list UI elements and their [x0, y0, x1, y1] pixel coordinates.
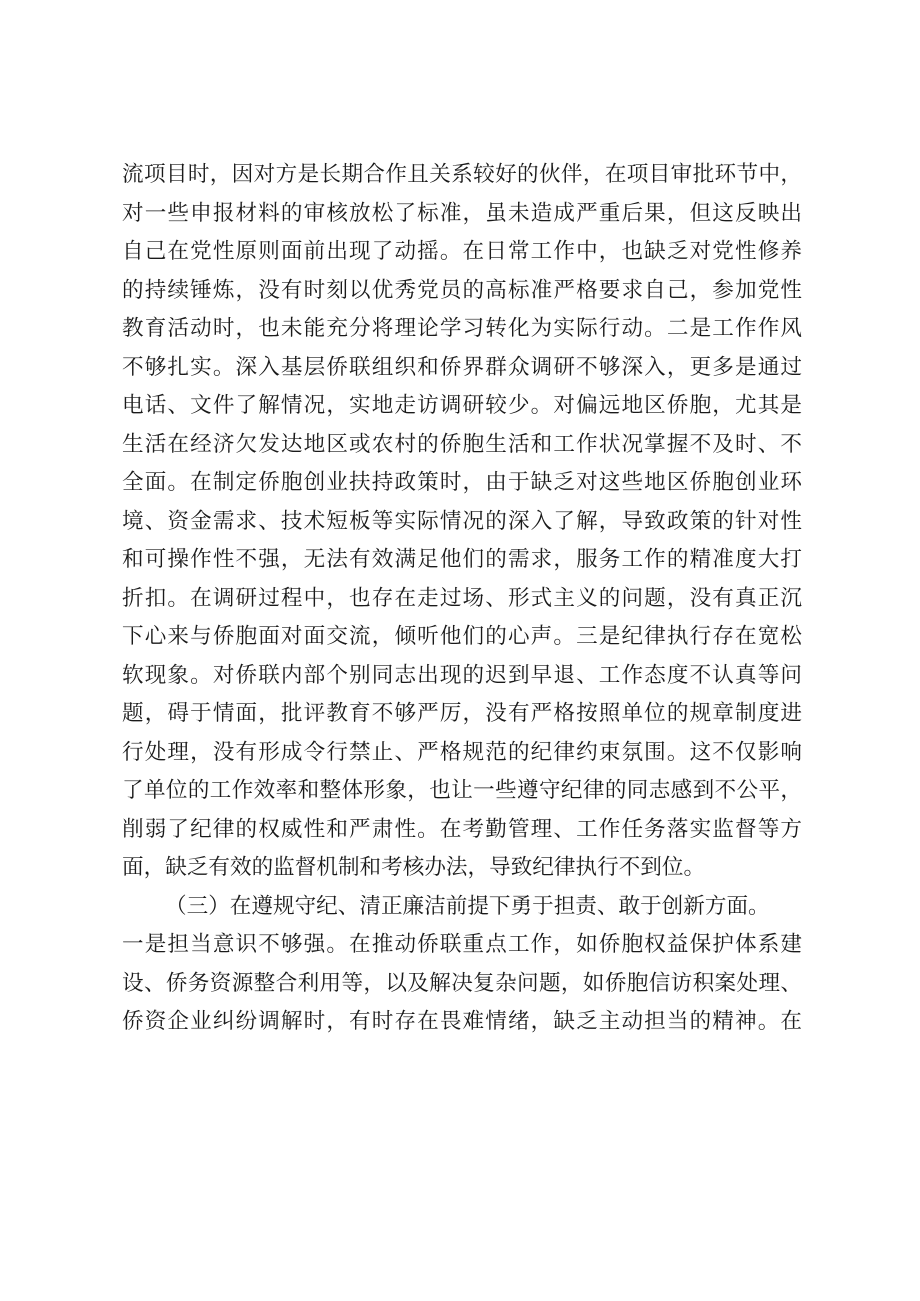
text-line: 题，碍于情面，批评教育不够严厉，没有严格按照单位的规章制度进 [122, 701, 802, 726]
text-line: 了单位的工作效率和整体形象，也让一些遵守纪律的同志感到不公平， [122, 778, 802, 803]
text-line: 电话、文件了解情况，实地走访调研较少。对偏远地区侨胞，尤其是 [122, 393, 802, 418]
text-line: 的持续锤炼，没有时刻以优秀党员的高标准严格要求自己，参加党性 [122, 277, 802, 303]
text-line: 削弱了纪律的权威性和严肃性。在考勤管理、工作任务落实监督等方 [122, 816, 802, 842]
text-line: 境、资金需求、技术短板等实际情况的深入了解，导致政策的针对性 [122, 508, 802, 534]
text-line: 不够扎实。深入基层侨联组织和侨界群众调研不够深入，更多是通过 [122, 354, 802, 380]
text-line: 侨资企业纠纷调解时，有时存在畏难情绪，缺乏主动担当的精神。在 [122, 1009, 802, 1034]
text-line: 生活在经济欠发达地区或农村的侨胞生活和工作状况掌握不及时、不 [122, 431, 802, 457]
text-line: 全面。在制定侨胞创业扶持政策时，由于缺乏对这些地区侨胞创业环 [122, 470, 802, 495]
text-line: 行处理，没有形成令行禁止、严格规范的纪律约束氛围。这不仅影响 [122, 739, 802, 765]
text-line: 自己在党性原则面前出现了动摇。在日常工作中，也缺乏对党性修养 [122, 239, 802, 264]
text-line: 一是担当意识不够强。在推动侨联重点工作，如侨胞权益保护体系建 [122, 932, 802, 957]
text-line: 教育活动时，也未能充分将理论学习转化为实际行动。二是工作作风 [122, 316, 802, 341]
text-line: 下心来与侨胞面对面交流，倾听他们的心声。三是纪律执行存在宽松 [122, 624, 802, 649]
text-line: 和可操作性不强，无法有效满足他们的需求，服务工作的精准度大打 [122, 547, 802, 572]
text-line: 对一些申报材料的审核放松了标准，虽未造成严重后果，但这反映出 [122, 200, 802, 226]
text-line: 设、侨务资源整合利用等，以及解决复杂问题，如侨胞信访积案处理、 [122, 970, 802, 996]
text-line: 流项目时，因对方是长期合作且关系较好的伙伴，在项目审批环节中， [122, 162, 802, 187]
text-line: 软现象。对侨联内部个别同志出现的迟到早退、工作态度不认真等问 [122, 662, 802, 688]
body-text [122, 156, 802, 1042]
section-heading-line: （三）在遵规守纪、清正廉洁前提下勇于担责、敢于创新方面。 [165, 893, 770, 919]
text-line: 折扣。在调研过程中，也存在走过场、形式主义的问题，没有真正沉 [122, 585, 802, 611]
paragraph-end-line: 面，缺乏有效的监督机制和考核办法，导致纪律执行不到位。 [122, 855, 706, 880]
